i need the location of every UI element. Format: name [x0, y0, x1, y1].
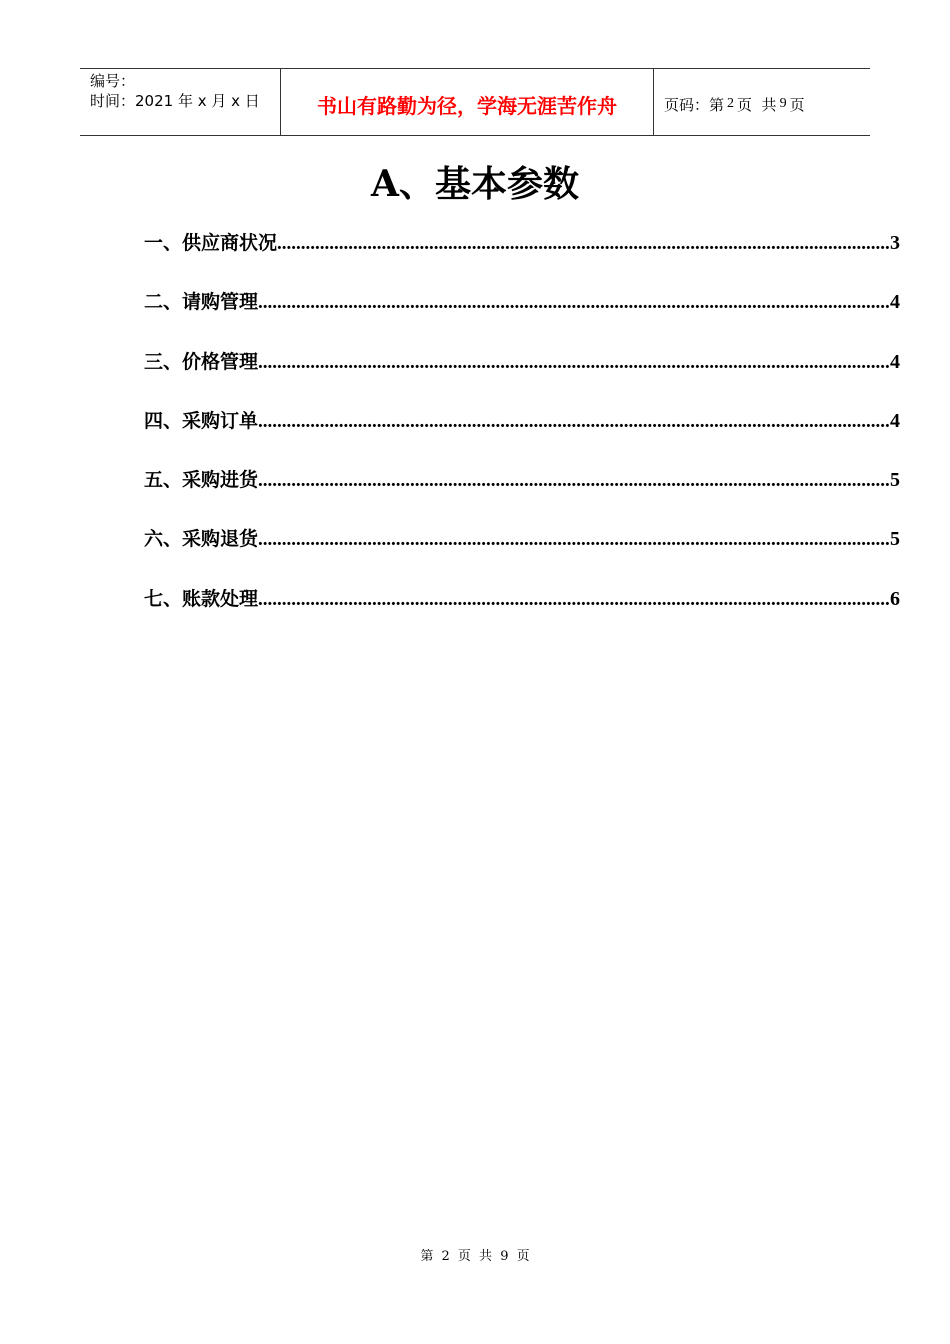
- toc-leader-dots: [258, 462, 890, 500]
- toc-item[interactable]: [144, 343, 900, 402]
- document-date-label: 时间：2021 年 x 月 x 日: [90, 92, 260, 110]
- toc-item-page: 4: [890, 291, 900, 314]
- header-page-info: [654, 69, 870, 135]
- page-header: [80, 68, 870, 136]
- page-total: 9: [779, 96, 787, 111]
- toc-item[interactable]: [144, 461, 900, 520]
- toc-item-page: 5: [890, 469, 900, 492]
- toc-item-page: 4: [890, 350, 900, 373]
- page-prefix: 页码：第: [664, 95, 725, 114]
- toc-item-label: 三、价格管理: [144, 350, 259, 373]
- header-meta: [80, 69, 281, 135]
- toc-item-label: 五、采购进货: [144, 469, 259, 492]
- toc-item[interactable]: [144, 520, 900, 579]
- toc-item-label: 四、采购订单: [144, 409, 259, 432]
- toc-leader-dots: [258, 403, 890, 441]
- document-number-label: 编号：: [90, 72, 136, 90]
- toc-leader-dots: [258, 284, 890, 322]
- toc-item[interactable]: [144, 402, 900, 461]
- toc-leader-dots: [277, 225, 890, 263]
- toc-item-label: 六、采购退货: [144, 528, 259, 551]
- toc-leader-dots: [258, 344, 890, 382]
- page-current: 2: [727, 96, 735, 111]
- toc-item-label: 二、请购管理: [144, 291, 259, 314]
- toc-leader-dots: [258, 521, 890, 559]
- toc-item-page: 5: [890, 528, 900, 551]
- header-motto: 书山有路勤为径，学海无涯苦作舟: [281, 69, 654, 135]
- toc-item[interactable]: [144, 580, 900, 639]
- toc-item-label: 七、账款处理: [144, 587, 259, 610]
- page-suffix: 页: [789, 95, 805, 114]
- page-mid: 页 共: [737, 95, 777, 114]
- toc-item[interactable]: [144, 283, 900, 342]
- toc-item-label: 一、供应商状况: [144, 232, 278, 254]
- toc-item-page: 3: [890, 232, 900, 254]
- toc-item[interactable]: [144, 224, 900, 283]
- table-of-contents: [144, 224, 900, 639]
- page-footer: 第 2 页 共 9 页: [420, 1249, 530, 1264]
- toc-item-page: 4: [890, 409, 900, 432]
- toc-leader-dots: [258, 581, 890, 619]
- toc-item-page: 6: [890, 587, 900, 610]
- section-title: A、基本参数: [371, 163, 579, 205]
